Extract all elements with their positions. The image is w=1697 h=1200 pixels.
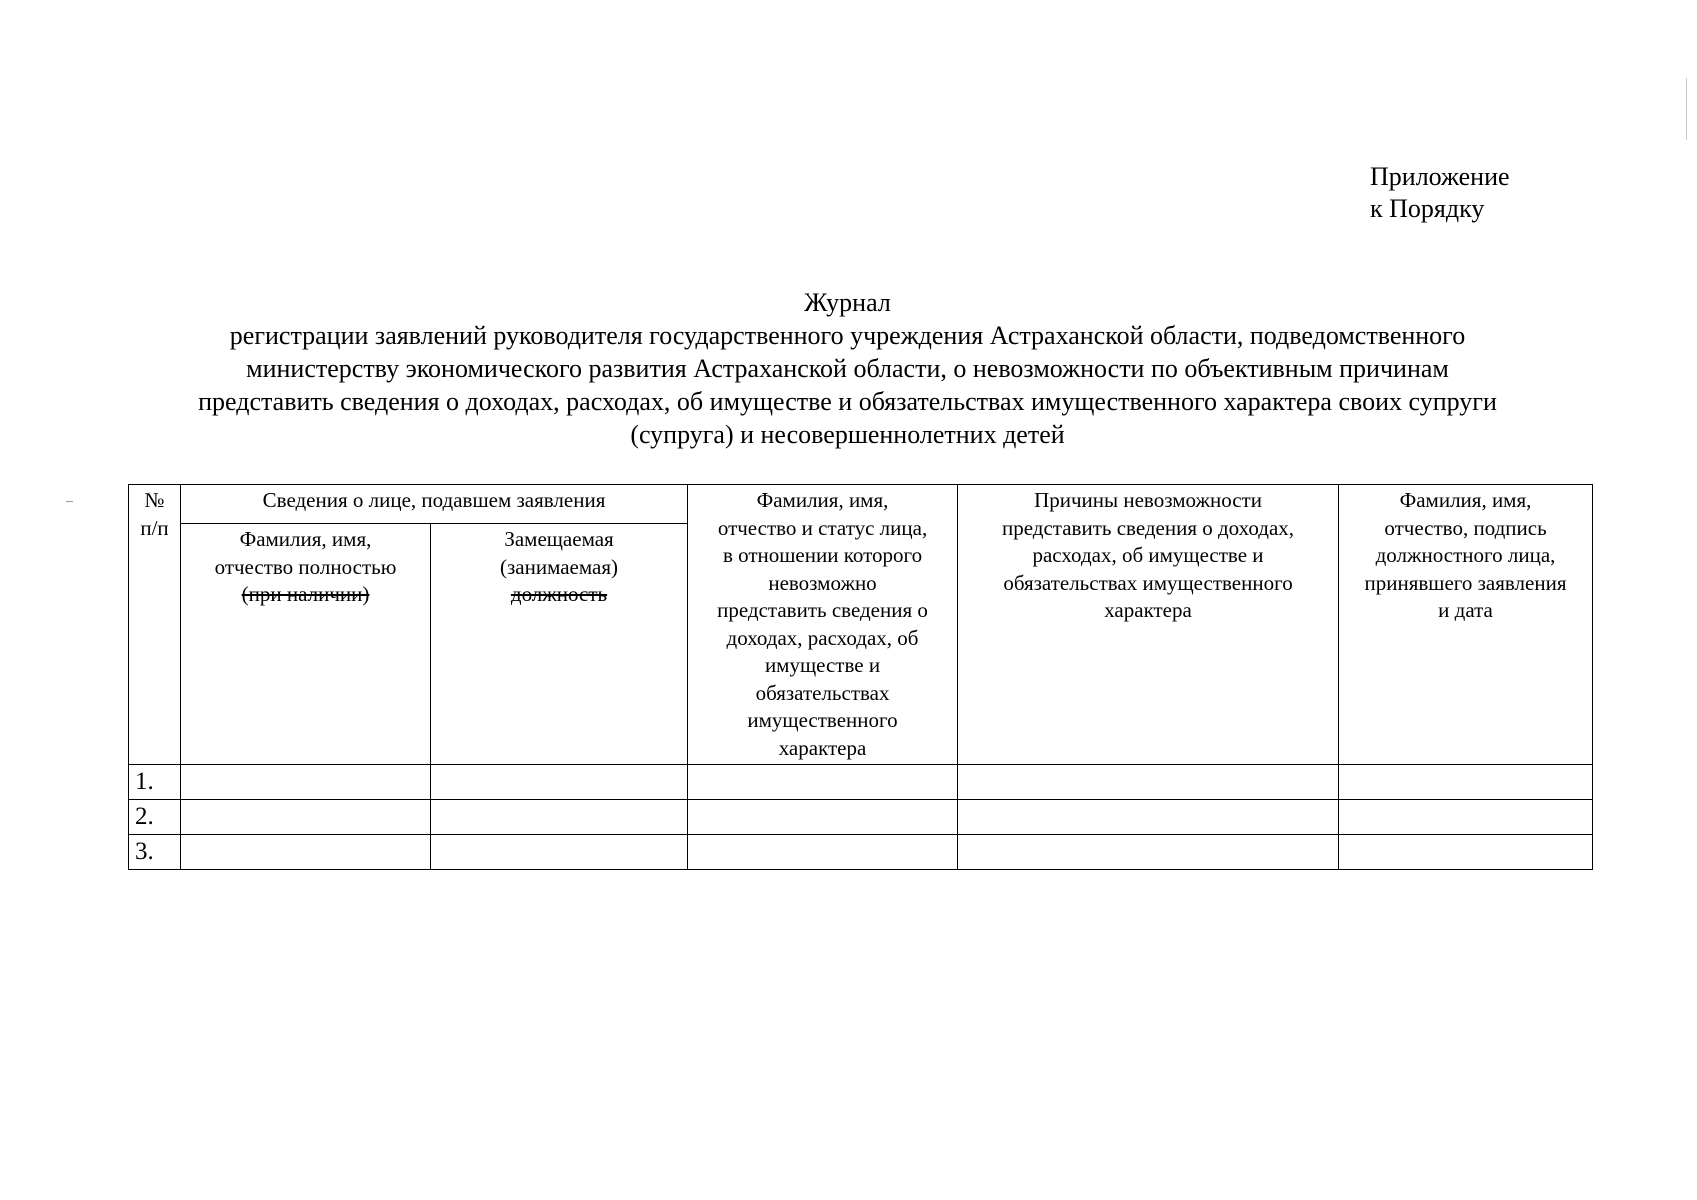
header-related-line: обязательствах [755,680,890,705]
row-cell-related-person [688,765,958,800]
header-reasons-line: представить сведения о доходах, [1002,515,1295,540]
header-related-line: отчество и статус лица, [717,515,928,540]
header-related-line: имуществе и [764,653,881,677]
row-cell-official [1339,765,1593,800]
row-cell-position [431,835,688,870]
title-heading: Журнал [804,288,891,317]
header-official-line: Фамилия, имя, [1399,488,1532,512]
header-position [431,524,688,765]
header-number-line: № [144,488,165,512]
header-related-line: в отношении которого [722,543,923,567]
table-row [129,800,1593,835]
registration-journal-table [128,484,1593,870]
header-related-line: представить сведения о [717,598,928,622]
header-full-name [181,524,431,765]
row-cell-reasons [958,800,1339,835]
header-reasons-line: характера [1104,598,1192,622]
header-reasons-line: расходах, об имуществе и [1032,543,1264,567]
header-official-line: должностного лица, [1375,543,1556,567]
header-applicant-group: Сведения о лице, подавшем заявления [181,485,688,524]
row-cell-reasons [958,835,1339,870]
header-reasons-line: обязательствах имущественного [1003,570,1293,595]
header-related-line: имущественного [747,708,898,732]
row-cell-position [431,765,688,800]
header-official [1339,485,1593,765]
row-cell-position [431,800,688,835]
header-official-line: отчество, подпись [1384,515,1547,540]
header-position-line: должность [510,582,608,606]
header-related-line: доходах, расходах, об [726,625,919,650]
title-subtitle-line-1: регистрации заявлений руководителя государственного учреждения Астраханской области, подведомственного [229,321,1466,350]
row-cell-full-name [181,765,431,800]
table-row [129,835,1593,870]
header-reasons-line: Причины невозможности [1034,488,1262,512]
header-number [129,485,181,765]
row-cell-related-person [688,835,958,870]
header-position-line: Замещаемая [504,527,614,551]
header-number-line: п/п [140,515,169,540]
title-subtitle-line-4: (супруга) и несовершеннолетних детей [630,420,1065,449]
row-cell-full-name [181,800,431,835]
header-related-line: характера [778,735,867,760]
header-reasons [958,485,1339,765]
appendix-line-2: к Порядку [1370,194,1485,223]
title-subtitle-line-3: представить сведения о доходах, расходах, об имуществе и обязательствах имущественного характера своих супруги [198,387,1497,416]
header-related-line: Фамилия, имя, [756,488,889,512]
row-cell-related-person [688,800,958,835]
row-number: 3. [129,835,181,870]
header-official-line: принявшего заявления [1364,570,1567,595]
header-related-person [688,485,958,765]
header-full-name-line: отчество полностью [214,554,397,579]
appendix-note [1370,161,1510,225]
header-official-line: и дата [1438,598,1493,622]
row-number: 2. [129,800,181,835]
row-cell-official [1339,835,1593,870]
header-position-line: (занимаемая) [500,554,618,579]
header-related-line: невозможно [768,570,877,595]
appendix-line-1: Приложение [1370,162,1510,191]
header-full-name-line: Фамилия, имя, [239,527,372,551]
table-row [129,765,1593,800]
scan-edge-mark [1686,78,1687,140]
row-number: 1. [129,765,181,800]
scan-dash-mark [66,501,73,502]
title-subtitle-line-2: министерству экономического развития Астраханской области, о невозможности по объективным причинам [246,354,1449,383]
row-cell-reasons [958,765,1339,800]
row-cell-official [1339,800,1593,835]
row-cell-full-name [181,835,431,870]
header-full-name-line: (при наличии) [241,582,370,606]
table-header-row [129,485,1593,524]
document-title [135,286,1560,451]
